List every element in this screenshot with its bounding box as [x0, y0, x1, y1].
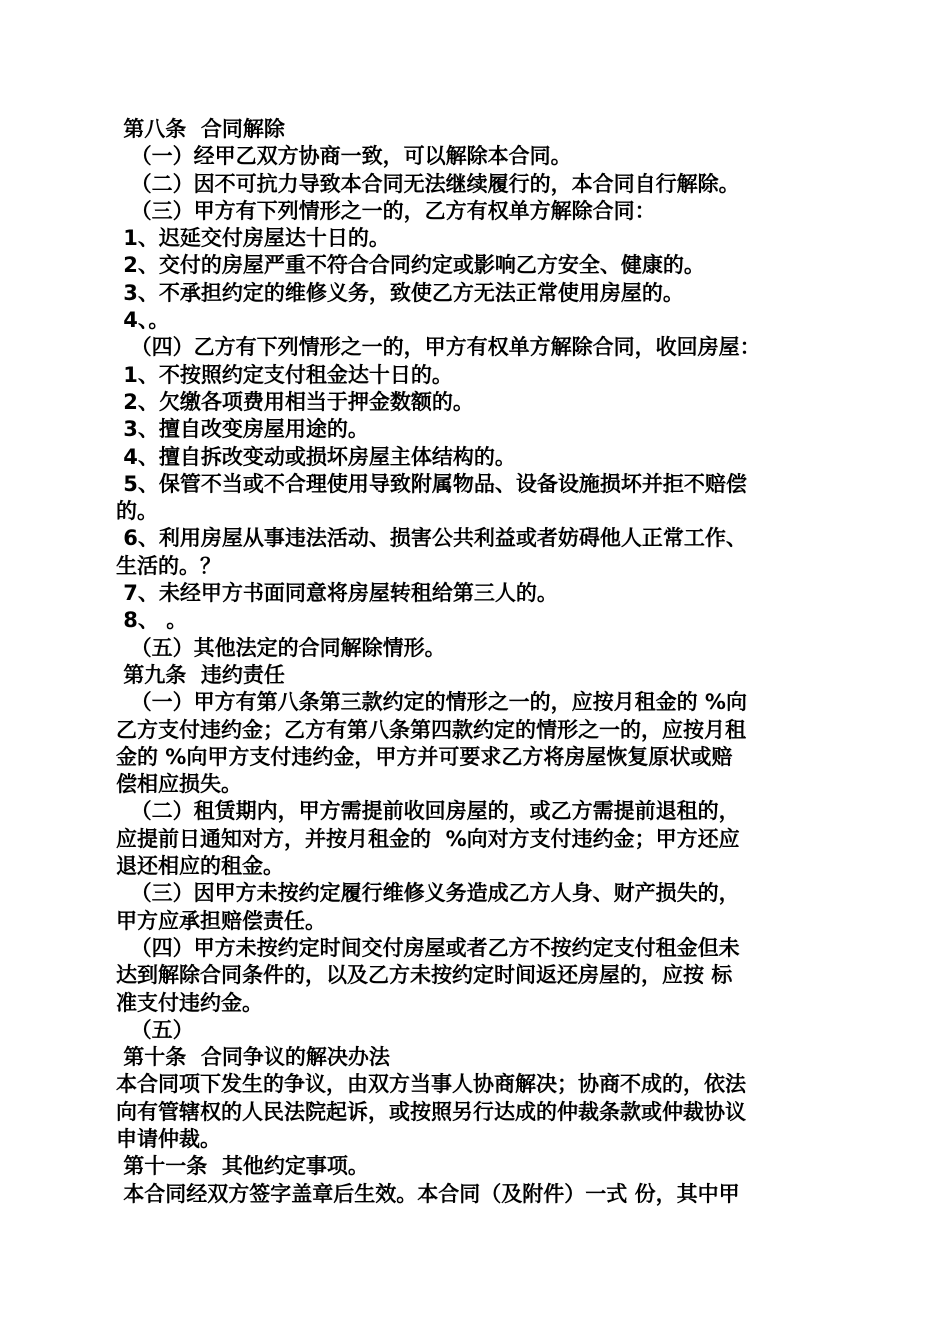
text-line: 2、欠缴各项费用相当于押金数额的。 [116, 389, 474, 414]
text-line: （五） [116, 1017, 194, 1042]
text-line: （一）甲方有第八条第三款约定的情形之一的，应按月租金的 %向 [116, 690, 747, 715]
text-line: 甲方应承担赔偿责任。 [116, 908, 326, 933]
text-line: 金的 %向甲方支付违约金，甲方并可要求乙方将房屋恢复原状或赔 [116, 744, 733, 769]
section-heading-10: 第十条 合同争议的解决办法 [116, 1045, 390, 1070]
text-line: 应提前日通知对方，并按月租金的 %向对方支付违约金；甲方还应 [116, 826, 740, 851]
text-line: 的。 [116, 499, 158, 524]
text-line: （五）其他法定的合同解除情形。 [116, 635, 446, 660]
text-line: （二）租赁期内，甲方需提前收回房屋的，或乙方需提前退租的， [116, 799, 740, 824]
text-line: 偿相应损失。 [116, 772, 242, 797]
text-line: 向有管辖权的人民法院起诉，或按照另行达成的仲裁条款或仲裁协议 [116, 1099, 746, 1124]
document-body [116, 116, 836, 1208]
text-line: 3、不承担约定的维修义务，致使乙方无法正常使用房屋的。 [116, 280, 684, 305]
text-line: 5、保管不当或不合理使用导致附属物品、设备设施损坏并拒不赔偿 [116, 471, 747, 496]
text-line: 6、利用房屋从事违法活动、损害公共利益或者妨碍他人正常工作、 [116, 526, 747, 551]
section-heading-11: 第十一条 其他约定事项。 [116, 1154, 369, 1179]
text-line: 达到解除合同条件的，以及乙方未按约定时间返还房屋的，应按 标 [116, 963, 733, 988]
text-line: 3、擅自改变房屋用途的。 [116, 417, 369, 442]
text-line: 准支付违约金。 [116, 990, 263, 1015]
text-line: 4、。 [116, 308, 170, 333]
text-line: 2、交付的房屋严重不符合合同约定或影响乙方安全、健康的。 [116, 253, 705, 278]
text-line: 1、迟延交付房屋达十日的。 [116, 226, 390, 251]
text-line: 申请仲裁。 [116, 1126, 221, 1151]
text-line: （四）甲方未按约定时间交付房屋或者乙方不按约定支付租金但未 [116, 935, 740, 960]
text-line: （四）乙方有下列情形之一的，甲方有权单方解除合同，收回房屋： [116, 335, 761, 360]
text-line: 1、不按照约定支付租金达十日的。 [116, 362, 453, 387]
text-line: （三）甲方有下列情形之一的，乙方有权单方解除合同： [116, 198, 656, 223]
text-line: 本合同项下发生的争议，由双方当事人协商解决；协商不成的，依法 [116, 1072, 746, 1097]
text-line: 生活的。？ [116, 553, 221, 578]
text-line: 8、 。 [116, 608, 188, 633]
text-line: （二）因不可抗力导致本合同无法继续履行的，本合同自行解除。 [116, 171, 740, 196]
text-line: 7、未经甲方书面同意将房屋转租给第三人的。 [116, 581, 558, 606]
section-heading-9: 第九条 违约责任 [116, 662, 285, 687]
text-line: （三）因甲方未按约定履行维修义务造成乙方人身、财产损失的， [116, 881, 740, 906]
text-line: 本合同经双方签字盖章后生效。本合同（及附件）一式 份，其中甲 [116, 1181, 740, 1206]
text-line: （一）经甲乙双方协商一致，可以解除本合同。 [116, 144, 572, 169]
text-line: 4、擅自拆改变动或损坏房屋主体结构的。 [116, 444, 516, 469]
text-line: 退还相应的租金。 [116, 854, 284, 879]
text-line: 乙方支付违约金；乙方有第八条第四款约定的情形之一的，应按月租 [116, 717, 746, 742]
section-heading-8: 第八条 合同解除 [116, 117, 285, 141]
